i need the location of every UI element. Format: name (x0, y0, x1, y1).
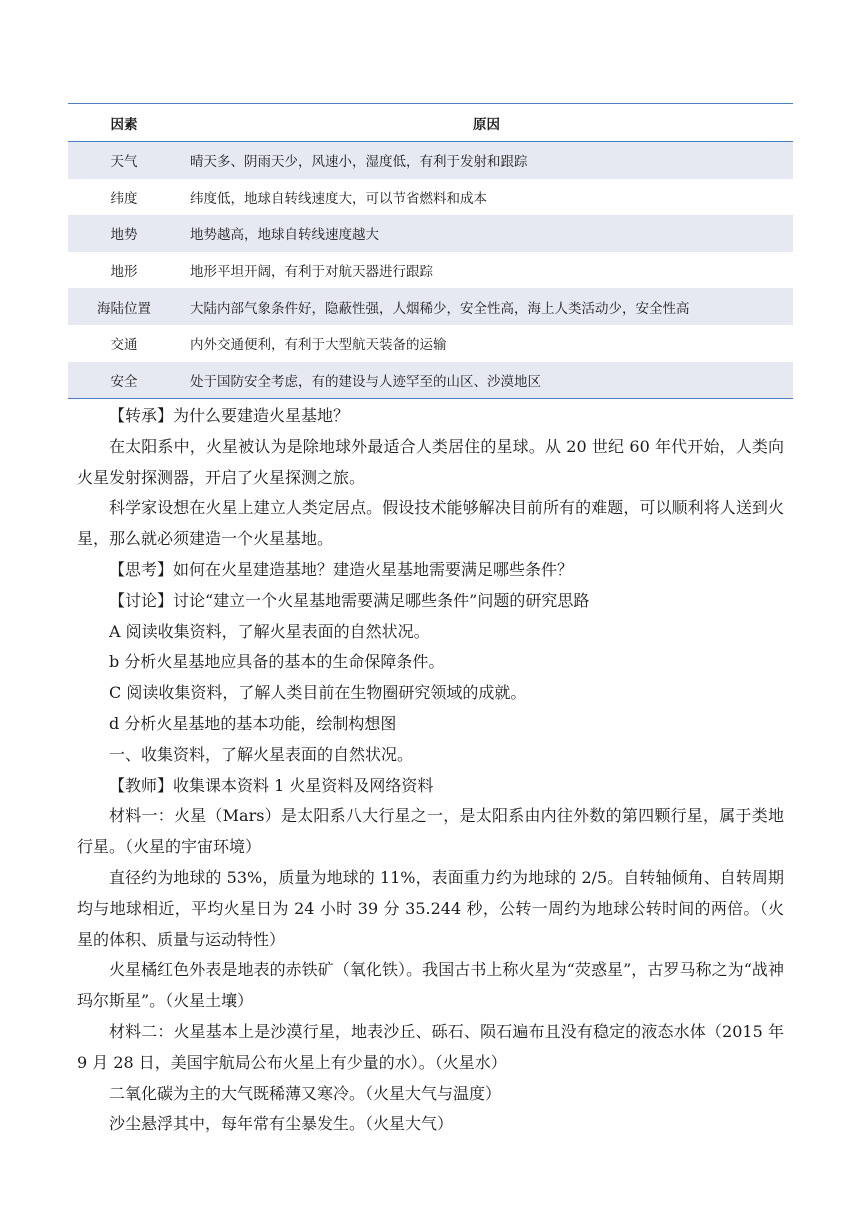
table-row (68, 215, 793, 252)
factor-cell: 地势 (110, 227, 138, 244)
table-row (68, 142, 793, 179)
list-item: C 阅读收集资料，了解人类目前在生物圈研究领域的成就。 (109, 683, 527, 703)
list-item: b 分析火星基地应具备的基本的生命保障条件。 (109, 652, 445, 672)
body-text (77, 401, 784, 1140)
paragraph: 火星橘红色外表是地表的赤铁矿（氧化铁）。我国古书上称火星为“荧惑星”，古罗马称之为“战神玛尔斯星”。（火星土壤） (77, 960, 784, 1011)
table-row (68, 179, 793, 216)
paragraph-teacher: 【教师】收集课本资料 1 火星资料及网络资料 (109, 775, 434, 795)
reason-cell: 大陆内部气象条件好，隐蔽性强，人烟稀少，安全性高，海上人类活动少，安全性高 (190, 300, 690, 317)
factor-cell: 交通 (110, 337, 138, 354)
paragraph: 科学家设想在火星上建立人类定居点。假设技术能够解决目前所有的难题，可以顺利将人送到火星，那么就必须建造一个火星基地。 (77, 498, 784, 549)
paragraph: 材料一：火星（Mars）是太阳系八大行星之一，是太阳系由内往外数的第四颗行星，属于类地行星。（火星的宇宙环境） (77, 806, 784, 857)
factor-cell: 纬度 (110, 190, 138, 207)
table-row (68, 362, 793, 399)
paragraph-transition: 【转承】为什么要建造火星基地？ (109, 406, 350, 425)
list-item: d 分析火星基地的基本功能，绘制构想图 (109, 713, 397, 733)
paragraph: 在太阳系中，火星被认为是除地球外最适合人类居住的星球。从 20 世纪 60 年代开始，人类向火星发射探测器，开启了火星探测之旅。 (77, 436, 784, 487)
header-factor: 因素 (110, 116, 138, 133)
factor-cell: 地形 (110, 264, 138, 281)
table-row (68, 325, 793, 362)
reason-cell: 处于国防安全考虑，有的建设与人迹罕至的山区、沙漠地区 (190, 373, 541, 390)
factor-table (68, 103, 793, 399)
paragraph: 沙尘悬浮其中，每年常有尘暴发生。（火星大气） (109, 1114, 454, 1134)
reason-cell: 晴天多、阴雨天少，风速小，湿度低，有利于发射和跟踪 (190, 154, 528, 171)
paragraph: 二氧化碳为主的大气既稀薄又寒冷。（火星大气与温度） (109, 1083, 502, 1103)
reason-cell: 地势越高，地球自转线速度越大 (190, 227, 379, 244)
list-item: A 阅读收集资料，了解火星表面的自然状况。 (109, 621, 430, 641)
reason-cell: 纬度低，地球自转线速度大，可以节省燃料和成本 (190, 190, 487, 207)
reason-cell: 内外交通便利，有利于大型航天装备的运输 (190, 337, 447, 354)
header-reason: 原因 (473, 116, 500, 133)
section-heading: 一、收集资料，了解火星表面的自然状况。 (109, 744, 414, 764)
factor-cell: 海陆位置 (97, 300, 151, 317)
reason-cell: 地形平坦开阔，有利于对航天器进行跟踪 (190, 264, 433, 281)
paragraph-think: 【思考】如何在火星建造基地？建造火星基地需要满足哪些条件？ (109, 559, 574, 579)
table-header-row (68, 104, 793, 142)
paragraph: 材料二：火星基本上是沙漠行星，地表沙丘、砾石、陨石遍布且没有稳定的液态水体（2015 年 9 月 28 日，美国宇航局公布火星上有少量的水）。（火星水） (77, 1021, 784, 1072)
table-row (68, 252, 793, 289)
factor-cell: 天气 (110, 154, 138, 171)
paragraph: 直径约为地球的 53%，质量为地球的 11%，表面重力约为地球的 2/5。自转轴倾角、自转周期均与地球相近，平均火星日为 24 小时 39 分 35.244 秒，公转一周约为地球公转时间的两倍。（火星的体积、质量与运动特性） (77, 867, 784, 949)
factor-cell: 安全 (110, 373, 138, 390)
paragraph-discuss: 【讨论】讨论“建立一个火星基地需要满足哪些条件”问题的研究思路 (109, 590, 590, 610)
table-row (68, 288, 793, 325)
